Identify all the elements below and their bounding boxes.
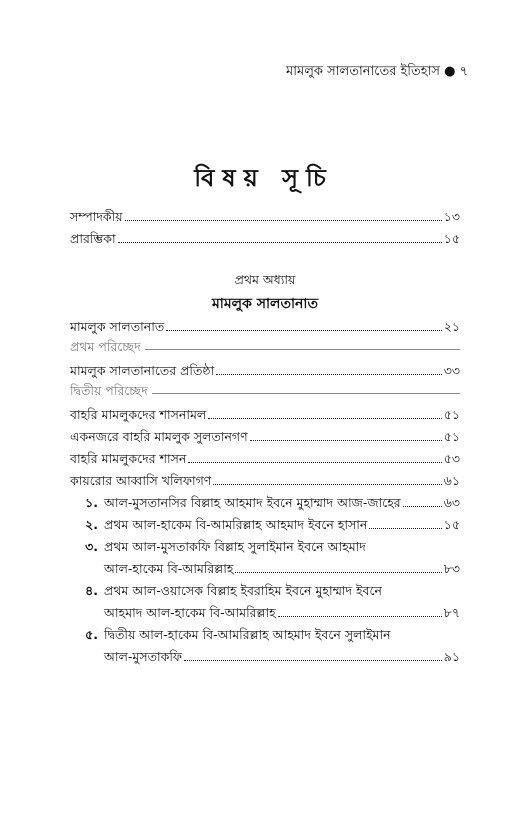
caliph-entry-continued <box>70 602 460 624</box>
dot-leader <box>188 450 441 463</box>
dot-leader <box>213 472 441 485</box>
dot-leader <box>369 516 441 529</box>
toc-entry <box>70 206 460 228</box>
toc-entry-page: ৫১ <box>443 407 460 422</box>
toc-entry-page: ৫৩ <box>443 451 460 466</box>
toc-entry <box>70 426 460 448</box>
caliph-name-cont: আল-হাকেম বি-আমরিল্লাহ <box>104 561 234 576</box>
dot-leader <box>184 648 442 661</box>
caliph-name: প্রথম আল-ওয়াসেক বিল্লাহ ইবরাহিম ইবনে মুহাম্মাদ ইবনে <box>104 583 382 598</box>
toc-entry <box>70 448 460 470</box>
running-head: মামলুক সালতানাতের ইতিহাস ● ৭ <box>286 64 468 79</box>
caliph-entry-continued <box>70 558 460 580</box>
chapter-label: প্রথম অধ্যায় <box>234 272 296 287</box>
caliph-number: ৩. <box>85 539 98 554</box>
caliph-page: ৯১ <box>443 649 460 664</box>
toc-entry <box>70 360 460 382</box>
caliph-page: ৮৩ <box>443 561 460 576</box>
caliph-entry <box>70 492 460 514</box>
caliph-entry-continued <box>70 646 460 668</box>
caliph-page: ১৫ <box>443 517 460 532</box>
toc-entry <box>70 228 460 250</box>
toc-entry <box>70 404 460 426</box>
dot-leader <box>403 494 442 507</box>
toc-entry-label: কায়রোর আব্বাসি খলিফাগণ <box>70 473 212 488</box>
toc-entry <box>70 470 460 492</box>
caliph-name-cont: আহমাদ আল-হাকেম বি-আমরিল্লাহ <box>104 605 276 620</box>
toc-entry-label: মামলুক সালতানাত <box>70 319 165 334</box>
caliph-entry <box>70 580 460 602</box>
section-heading <box>70 382 460 404</box>
caliph-page: ৮৭ <box>443 605 460 620</box>
caliph-number: ১. <box>85 495 98 510</box>
section-heading <box>70 338 460 360</box>
caliph-entry <box>70 536 460 558</box>
toc-entry-page: ২১ <box>443 319 460 334</box>
dot-leader <box>125 208 442 221</box>
toc-entry-page: ৩৩ <box>443 363 460 378</box>
dot-leader <box>216 362 442 375</box>
caliph-number: ৫. <box>85 627 98 642</box>
section-heading-label: প্রথম পরিচ্ছেদ <box>70 339 141 354</box>
caliph-name: প্রথম আল-মুসতাকফি বিল্লাহ সুলাইমান ইবনে আহমাদ <box>104 539 366 554</box>
toc-entry-label: একনজরে বাহরি মামলুক সুলতানগণ <box>70 429 248 444</box>
toc-entry-label: প্রারম্ভিকা <box>70 231 116 246</box>
chapter-title: মামলুক সালতানাত <box>212 296 318 312</box>
caliph-page: ৬৩ <box>443 495 460 510</box>
section-rule <box>152 393 460 394</box>
section-heading-label: দ্বিতীয় পরিচ্ছেদ <box>70 383 148 398</box>
dot-leader <box>166 318 442 331</box>
caliph-name: দ্বিতীয় আল-হাকেম বি-আমরিল্লাহ আহমাদ ইবনে সুলাইমান <box>104 627 391 642</box>
dot-leader <box>208 406 442 419</box>
toc-entry-label: সম্পাদকীয় <box>70 209 123 224</box>
dot-leader <box>118 230 442 243</box>
toc-entry-page: ৬১ <box>443 473 460 488</box>
caliph-name: আল-মুসতানসির বিল্লাহ আহমাদ ইবনে মুহাম্মাদ আজ-জাহের <box>104 495 401 510</box>
front-matter-list <box>70 206 460 250</box>
toc-entry-label: বাহরি মামলুকদের শাসনামল <box>70 407 207 422</box>
caliph-number: ২. <box>85 517 98 532</box>
chapter-block <box>70 268 460 668</box>
toc-entry <box>70 316 460 338</box>
dot-leader <box>278 604 442 617</box>
caliph-entry <box>70 514 460 536</box>
caliph-entry <box>70 624 460 646</box>
toc-entry-page: ৫১ <box>443 429 460 444</box>
dot-leader <box>235 560 441 573</box>
toc-entry-label: বাহরি মামলুকদের শাসন <box>70 451 187 466</box>
caliph-name-cont: আল-মুসতাকফি <box>104 649 183 664</box>
page-title: বিষয় সূচি <box>194 164 334 192</box>
section-rule <box>145 349 460 350</box>
caliph-name: প্রথম আল-হাকেম বি-আমরিল্লাহ আহমাদ ইবনে হাসান <box>104 517 368 532</box>
toc-entry-label: মামলুক সালতানাতের প্রতিষ্ঠা <box>70 363 215 378</box>
dot-leader <box>250 428 442 441</box>
toc-entry-page: ১৩ <box>443 209 460 224</box>
toc-entry-page: ১৫ <box>443 231 460 246</box>
caliph-number: ৪. <box>85 583 98 598</box>
